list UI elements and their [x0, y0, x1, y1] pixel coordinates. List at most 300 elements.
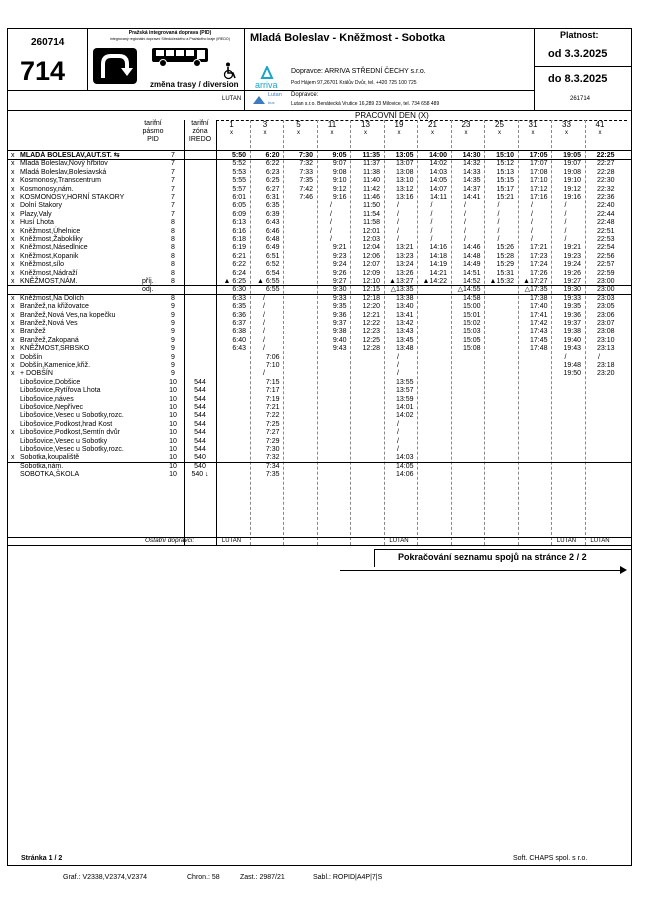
stop-name: Kosmonosy,Transcentrum [20, 177, 101, 185]
departure-time: 23:18 [596, 362, 615, 369]
departure-time: 5:55 [232, 177, 246, 185]
continuation-arrow-icon [620, 566, 627, 574]
departure-time: 13:10 [395, 177, 414, 185]
tariff-pid: 9 [171, 311, 175, 319]
departure-time: / [497, 227, 500, 235]
departure-time: 9:08 [332, 168, 347, 176]
departure-time: / [263, 320, 265, 327]
departure-time: 6:38 [232, 328, 246, 336]
departure-time: 15:00 [462, 303, 481, 311]
stop-name: Libošovice,Podkost,Semtín dvůr [20, 429, 120, 437]
bus-icon [150, 46, 212, 73]
departure-time: △14:55 [457, 286, 481, 294]
departure-time: 9:33 [332, 294, 347, 302]
departure-time: 12:20 [362, 303, 380, 311]
departure-time: ▲15:32 [489, 278, 514, 285]
departure-time: 17:24 [529, 261, 548, 269]
departure-time: ▲ 6:25 [223, 278, 246, 285]
stop-day-mark: x [11, 185, 15, 193]
departure-time: 14:32 [462, 160, 481, 168]
departure-time: 7:17 [265, 387, 280, 395]
departure-time: 6:22 [232, 261, 246, 269]
stop-day-mark: x [11, 320, 15, 327]
departure-time: 17:05 [529, 152, 548, 159]
line-id: 260714 [31, 37, 65, 48]
departure-time: 6:55 [265, 286, 280, 294]
departure-time: 14:33 [462, 168, 481, 176]
departure-time: 17:41 [529, 311, 548, 319]
departure-time: 15:28 [496, 252, 514, 260]
departure-time: 23:03 [596, 294, 615, 302]
departure-time: 14:03 [395, 454, 414, 462]
departure-time: 12:28 [362, 345, 380, 353]
departure-time: 22:53 [596, 236, 615, 243]
stop-day-mark: x [11, 210, 15, 218]
departure-time: 22:57 [596, 261, 615, 269]
departure-time: 12:21 [362, 311, 380, 319]
departure-time: 22:32 [596, 185, 615, 193]
departure-time: / [531, 227, 533, 235]
departure-time: 7:34 [265, 462, 280, 470]
tariff-pid: 8 [171, 227, 175, 235]
tariff-pid: 10 [169, 471, 177, 479]
departure-time: 12:22 [362, 320, 380, 327]
departure-time: / [330, 210, 332, 218]
departure-time: 9:26 [332, 269, 347, 277]
departure-time: 11:58 [363, 219, 380, 227]
departure-time: / [430, 227, 433, 235]
lutan-logo-icon [252, 92, 266, 102]
departure-time: / [263, 336, 265, 344]
tariff-pid: 7 [171, 210, 175, 218]
tariff-pid: 10 [169, 437, 177, 445]
departure-time: / [531, 202, 533, 210]
other-carrier: LUTAN [389, 538, 409, 544]
departure-time: 19:40 [563, 336, 581, 344]
stop-name: Kněžmost,Násedlnice [20, 244, 88, 252]
stop-name: Branžež,Zakopaná [20, 336, 79, 344]
departure-time: / [330, 227, 332, 235]
stop-name: Libošovice,Podkost,hrad Kost [20, 420, 113, 428]
departure-time: / [397, 353, 399, 361]
tariff-pid: 10 [169, 412, 177, 420]
tariff-pid: 7 [171, 194, 175, 201]
trip-day-symbol: x [464, 130, 468, 136]
departure-time: / [464, 227, 466, 235]
tariff-pid: 8 [171, 278, 175, 285]
departure-time: 13:08 [395, 168, 414, 176]
departure-time: 19:27 [563, 278, 581, 285]
trip-day-symbol: x [431, 130, 434, 136]
departure-time: 14:02 [429, 160, 447, 168]
departure-time: 7:29 [265, 437, 280, 445]
departure-time: 11:40 [363, 177, 380, 185]
departure-time: 5:53 [232, 168, 246, 176]
departure-time: 13:21 [395, 244, 414, 252]
departure-time: 23:06 [596, 311, 615, 319]
departure-time: 6:43 [232, 345, 246, 353]
departure-time: 15:05 [462, 336, 481, 344]
departure-time: 17:38 [529, 294, 548, 302]
other-carrier: LUTAN [556, 538, 577, 544]
departure-time: / [564, 202, 567, 210]
departure-time: 12:04 [362, 244, 380, 252]
departure-time: 22:54 [596, 244, 615, 252]
tariff-pid: 9 [171, 353, 175, 361]
departure-time: ▲17:27 [523, 278, 548, 285]
departure-time: 13:48 [395, 345, 414, 353]
departure-time: / [430, 219, 433, 227]
carrier2-address: Lutan s.r.o. Benátecká Vrutice 16,289 23 Milovice, tel. 734 658 489 [291, 101, 440, 107]
tariff-pid: 10 [169, 454, 177, 462]
col-tarif-pid: tarifní pásmo PID [142, 120, 164, 143]
departure-time: 14:21 [429, 269, 447, 277]
stop-name: Libošovice,Nepřívec [20, 404, 84, 411]
other-carrier: LUTAN [221, 538, 242, 544]
departure-time: 7:25 [265, 420, 280, 428]
departure-time: 14:49 [462, 261, 481, 269]
stop-name: Sobotka,nám. [20, 462, 64, 470]
departure-time: 22:51 [596, 227, 615, 235]
departure-time: 12:10 [362, 278, 380, 285]
pid-title: Pražská integrovaná doprava (PID) [128, 30, 212, 36]
departure-time: 15:29 [496, 261, 514, 269]
trip-number: 31 [528, 120, 538, 129]
departure-time: / [430, 202, 433, 210]
departure-time: 7:21 [265, 404, 280, 411]
tariff-pid: 10 [169, 429, 177, 437]
departure-time: 23:05 [596, 303, 615, 311]
tariff-iredo: 540 [194, 462, 206, 470]
departure-time: 15:10 [496, 152, 514, 159]
continuation-note: Pokračování seznamu spojů na stránce 2 / 2 [398, 552, 587, 562]
stop-name: Branžež,Nová Ves,na kopečku [20, 311, 116, 319]
departure-time: 6:16 [232, 227, 246, 235]
departure-time: 9:37 [332, 320, 347, 327]
stop-day-mark: x [11, 454, 15, 462]
departure-time: 6:54 [265, 269, 280, 277]
departure-time: 9:24 [332, 261, 347, 269]
stop-day-mark: x [11, 328, 15, 336]
trip-number: 25 [495, 120, 504, 129]
departure-time: 19:10 [563, 177, 581, 185]
departure-time: / [497, 236, 500, 243]
stop-name: Mladá Boleslav,Bolesiavská [20, 168, 107, 176]
departure-time: 19:30 [563, 286, 581, 294]
departure-time: / [397, 210, 399, 218]
departure-time: 14:46 [462, 244, 481, 252]
departure-time: 19:21 [563, 244, 581, 252]
departure-time: 9:27 [332, 278, 347, 285]
trip-number: 19 [394, 120, 404, 129]
stop-day-mark: x [11, 353, 15, 361]
trip-number: 11 [327, 120, 337, 129]
stop-name: Libošovice,Vesec u Sobotky,rozc. [20, 412, 124, 420]
departure-time: 6:33 [232, 294, 246, 302]
tariff-iredo: 544 [194, 387, 206, 395]
departure-time: / [564, 219, 567, 227]
departure-time: 11:46 [363, 194, 380, 201]
departure-time: 14:16 [429, 244, 447, 252]
pid-subtitle: integrovaný regionální dopravní Středočeského a Pražského kraje (IREDO) [110, 37, 230, 41]
departure-time: / [531, 210, 533, 218]
departure-time: 19:35 [563, 303, 581, 311]
departure-time: 19:07 [563, 160, 581, 168]
carrier-address: Pod Hájem 97,26701 Králův Dvůr, tel. +420 725 100 725 [291, 80, 417, 86]
departure-time: 14:19 [429, 261, 447, 269]
departure-time: 7:06 [265, 353, 280, 361]
departure-time: 11:35 [362, 152, 380, 159]
lutan-sub: bus [268, 100, 275, 105]
departure-time: 22:25 [596, 152, 615, 159]
departure-time: 17:10 [529, 177, 548, 185]
departure-time: 6:48 [265, 236, 280, 243]
departure-time: 6:46 [265, 227, 280, 235]
departure-time: 9:23 [332, 252, 347, 260]
stop-day-mark: x [11, 303, 15, 311]
departure-time: / [330, 202, 332, 210]
departure-time: 13:38 [395, 294, 414, 302]
departure-time: 13:42 [395, 320, 414, 327]
tariff-pid: 10 [169, 378, 177, 386]
departure-time: 14:07 [429, 185, 447, 193]
tariff-pid: 8 [171, 261, 175, 269]
departure-time: 19:16 [563, 194, 581, 201]
stop-name: Dobšín [20, 353, 43, 361]
departure-time: / [497, 202, 500, 210]
stop-day-mark: x [11, 370, 15, 378]
departure-time: 6:22 [265, 160, 280, 168]
stop-name: Kněžmost,Na Dolích [20, 294, 84, 302]
departure-time: 6:01 [232, 194, 246, 201]
trip-number: 33 [562, 120, 571, 129]
stop-name: Libošovice,Rytířova Lhota [20, 387, 101, 395]
departure-time: △13:35 [390, 286, 414, 294]
departure-time: / [464, 210, 466, 218]
departure-time: 13:55 [395, 378, 414, 386]
stop-day-mark: x [11, 177, 15, 185]
departure-time: 14:18 [429, 252, 447, 260]
other-carrier: LUTAN [590, 538, 610, 544]
departure-time: 14:06 [395, 471, 414, 479]
departure-time: 15:02 [462, 320, 481, 327]
departure-time: / [397, 202, 399, 210]
trip-day-symbol: x [364, 130, 367, 136]
tariff-pid: 10 [169, 420, 177, 428]
stop-name: Kněžmost,sílo [20, 261, 64, 269]
tariff-iredo: 544 [194, 437, 206, 445]
departure-time: 6:51 [265, 252, 280, 260]
departure-time: 6:40 [232, 336, 246, 344]
departure-time: 14:01 [395, 404, 414, 411]
departure-time: 19:05 [563, 152, 581, 159]
stop-name: Libošovice,náves [20, 395, 74, 403]
departure-time: 6:25 [265, 177, 280, 185]
departure-time: 9:21 [332, 244, 347, 252]
stop-day-mark: x [11, 311, 15, 319]
tariff-pid: 7 [171, 177, 175, 185]
departure-time: 14:05 [395, 462, 414, 470]
departure-time: 17:07 [529, 160, 548, 168]
departure-time: 13:45 [395, 336, 414, 344]
departure-time: 6:36 [232, 311, 246, 319]
tariff-iredo: 540 [194, 454, 206, 462]
departure-time: 14:52 [462, 278, 481, 285]
stop-name: KNĚŽMOST,SRBSKO [20, 345, 90, 353]
departure-time: 11:54 [363, 210, 380, 218]
departure-time: / [397, 370, 399, 378]
stop-name: Branžež,na křižovatce [20, 303, 89, 311]
tariff-pid: 9 [171, 336, 175, 344]
departure-time: 7:42 [299, 185, 313, 193]
departure-time: 13:16 [395, 194, 414, 201]
departure-time: 15:03 [462, 328, 481, 336]
departure-time: 23:20 [596, 370, 615, 378]
stop-name: Kosmonosy,nám. [20, 185, 74, 193]
departure-time: 15:01 [462, 311, 481, 319]
stop-day-mark: x [11, 278, 15, 285]
tariff-iredo: 544 [194, 395, 206, 403]
tariff-pid: 9 [171, 328, 175, 336]
departure-time: 6:30 [232, 286, 246, 294]
departure-time: 7:22 [265, 412, 280, 420]
tariff-pid: 10 [169, 395, 177, 403]
tariff-pid: 8 [171, 252, 175, 260]
departure-time: 19:26 [563, 269, 581, 277]
trip-day-symbol: x [565, 130, 568, 136]
trip-day-symbol: x [297, 130, 300, 136]
stop-name: SOBOTKA,ŠKOLA [20, 471, 80, 479]
trip-number: 21 [428, 120, 437, 129]
departure-time: 9:12 [332, 185, 347, 193]
tariff-pid: 10 [169, 387, 177, 395]
tariff-iredo: 544 [194, 420, 206, 428]
stop-day-mark: x [11, 236, 15, 243]
departure-time: 17:08 [529, 168, 548, 176]
departure-time: 12:18 [362, 294, 380, 302]
col-tarif-iredo: tarifní zóna IREDO [188, 120, 212, 143]
tariff-pid: 8 [171, 269, 175, 277]
departure-time: 14:02 [395, 412, 414, 420]
departure-time: ▲14:22 [422, 278, 447, 285]
departure-time: 14:58 [462, 294, 481, 302]
departure-time: 9:16 [332, 194, 347, 201]
tariff-pid: 8 [171, 244, 175, 252]
departure-time: / [464, 202, 466, 210]
departure-time: 14:30 [462, 152, 481, 159]
departure-time: 5:57 [232, 185, 246, 193]
stop-name: Kněžmost,Žabokliky [20, 236, 83, 243]
departure-time: 12:07 [362, 261, 380, 269]
software-credit: Soft. CHAPS spol. s r.o. [513, 855, 588, 862]
departure-time: 7:33 [299, 168, 313, 176]
departure-time: / [397, 227, 399, 235]
stop-name: Mladá Boleslav,Nový hřbitov [20, 160, 108, 168]
departure-label: odj. [142, 286, 154, 294]
departure-time: 14:35 [462, 177, 481, 185]
trip-number: 23 [461, 120, 471, 129]
turn-icon [93, 48, 137, 84]
departure-time: 17:23 [529, 252, 548, 260]
departure-time: 15:17 [496, 185, 514, 193]
trip-day-symbol: x [598, 130, 602, 136]
tariff-iredo: 544 [194, 404, 206, 411]
stop-name: Branžež,Nová Ves [20, 320, 78, 327]
departure-time: 11:38 [363, 168, 380, 176]
departure-time: / [564, 210, 567, 218]
departure-time: 9:43 [332, 345, 347, 353]
departure-time: 19:36 [563, 311, 581, 319]
departure-time: 9:36 [332, 311, 347, 319]
stop-day-mark: x [11, 362, 15, 369]
departure-time: 9:10 [332, 177, 347, 185]
departure-time: 5:50 [231, 152, 246, 159]
departure-time: / [263, 303, 265, 311]
valid-to: do 8.3.2025 [548, 73, 608, 85]
stop-day-mark: x [11, 252, 15, 260]
departure-time: 22:30 [596, 177, 615, 185]
departure-time: 7:15 [265, 378, 280, 386]
departure-time: 17:21 [529, 244, 548, 252]
departure-time: 15:12 [496, 160, 514, 168]
footer-sabl: Sabl.: ROPID|A4P|7|S [313, 874, 383, 881]
departure-time: 6:21 [232, 252, 246, 260]
stop-name: Husí Lhota [20, 219, 54, 227]
trip-day-symbol: x [498, 130, 501, 136]
departure-time: / [397, 362, 399, 369]
stop-name: + DOBŠÍN [20, 370, 53, 378]
departure-time: 7:30 [265, 446, 280, 453]
line-number: 714 [20, 56, 66, 86]
footer-graf: Graf.: V2338,V2374,V2374 [63, 874, 148, 881]
stop-day-mark: x [11, 269, 15, 277]
departure-time: 6:31 [265, 194, 280, 201]
departure-time: 6:20 [265, 152, 280, 159]
tariff-pid: 9 [171, 362, 175, 369]
departure-time: / [397, 236, 399, 243]
departure-time: 19:24 [563, 261, 581, 269]
tariff-pid: 9 [171, 345, 175, 353]
stop-name: Kněžmost,Nádraží [20, 269, 78, 277]
departure-time: / [397, 446, 399, 453]
stop-name: Dobšín,Kamenice,křiž. [20, 362, 91, 369]
departure-time: / [397, 219, 399, 227]
departure-time: 13:24 [395, 261, 414, 269]
departure-time: 23:13 [596, 345, 615, 353]
departure-time: 7:35 [299, 177, 313, 185]
departure-time: / [397, 420, 399, 428]
day-type: PRACOVNÍ DEN (X) [355, 111, 429, 120]
trip-day-symbol: x [263, 130, 267, 136]
departure-time: 7:46 [299, 194, 313, 201]
trip-day-symbol: x [531, 130, 535, 136]
stop-day-mark: x [11, 152, 15, 159]
departure-time: 13:05 [395, 152, 414, 159]
departure-time: / [497, 210, 500, 218]
departure-time: 7:32 [265, 454, 280, 462]
departure-time: 17:48 [529, 345, 548, 353]
departure-time: 19:08 [563, 168, 581, 176]
departure-time: 13:57 [395, 387, 414, 395]
departure-time: 23:08 [596, 328, 615, 336]
valid-from: od 3.3.2025 [548, 48, 608, 60]
departure-time: 14:05 [429, 177, 447, 185]
trip-day-symbol: x [230, 130, 233, 136]
departure-time: / [564, 227, 567, 235]
tariff-pid: 10 [169, 404, 177, 411]
stop-name: Dolní Stakory [20, 202, 63, 210]
tariff-iredo: 544 [194, 429, 206, 437]
